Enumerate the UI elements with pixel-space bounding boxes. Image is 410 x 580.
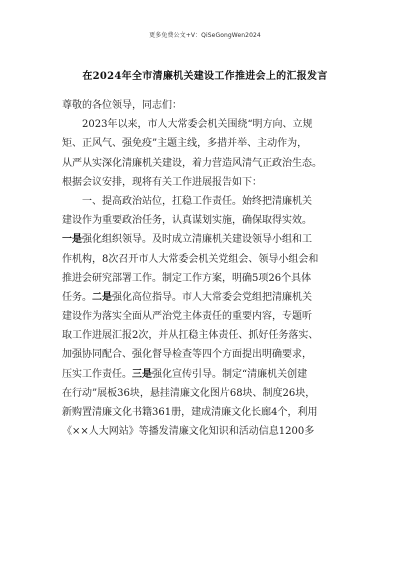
body-text-segment: 任务。 <box>62 291 92 303</box>
body-text-segment: 新购置清廉文化书籍361册，建成清廉文化长廊4个，利用 <box>62 407 318 418</box>
body-line <box>62 250 352 269</box>
body-line <box>62 115 352 134</box>
body-line <box>62 173 352 192</box>
body-line <box>62 96 352 115</box>
body-text-segment: 建设作为落实全面从严治党主体责任的重要内容，专题听 <box>62 311 312 323</box>
body-line <box>62 307 352 326</box>
body-text-segment: 作机构，8次召开市人大常委会机关党组会、领导小组会和 <box>62 253 319 265</box>
body-text-segment: 一、提高政治站位，扛稳工作责任。始终把清廉机关 <box>82 195 312 207</box>
body-line <box>62 384 352 403</box>
body-text-segment: 推进会研究部署工作。制定工作方案，明确5项26个具体 <box>62 272 312 284</box>
body-text-segment: 从严从实深化清廉机关建设，着力营造风清气正政治生态。 <box>62 157 322 169</box>
body-text-segment: 尊敬的各位领导，同志们： <box>62 100 182 111</box>
emphasis-text: 三是 <box>132 368 152 380</box>
body-text-segment: 压实工作责任。 <box>62 368 132 380</box>
body-line <box>62 422 352 441</box>
body-line <box>62 154 352 173</box>
body-text-segment: 建设作为重要政治任务，认真谋划实施，确保取得实效。 <box>62 215 312 227</box>
body-line <box>62 134 352 153</box>
body-text-segment: 矩、正风气、强免疫”主题主线，多措并举、主动作为， <box>62 138 308 150</box>
body-text-segment: 根据会议安排，现将有关工作进展报告如下： <box>62 176 262 188</box>
body-line <box>62 269 352 288</box>
body-line <box>62 230 352 249</box>
body-line <box>62 345 352 364</box>
body-text-segment: 强化宣传引导。制定“清廉机关创建 <box>152 368 308 380</box>
emphasis-text: 一是 <box>62 234 82 246</box>
body-line <box>62 326 352 345</box>
document-body <box>62 96 352 441</box>
body-text-segment: 强化高位指导。市人大常委会党组把清廉机关 <box>112 291 312 303</box>
emphasis-text: 二是 <box>92 291 112 303</box>
header-note: 更多免费公文+V：QiSeGongWen2024 <box>149 32 261 39</box>
body-text-segment: 在行动”展板36块，悬挂清廉文化图片68块、制度26块， <box>62 387 316 399</box>
body-line <box>62 403 352 422</box>
body-line <box>62 288 352 307</box>
body-text-segment: 加强协同配合、强化督导检查等四个方面提出明确要求， <box>62 349 312 361</box>
body-line <box>62 192 352 211</box>
body-text-segment: 强化组织领导。及时成立清廉机关建设领导小组和工 <box>82 234 312 246</box>
body-line <box>62 211 352 230</box>
document-title: 在2024年全市清廉机关建设工作推进会上的汇报发言 <box>82 71 328 82</box>
body-text-segment: 取工作进展汇报2次，并从扛稳主体责任、抓好任务落实、 <box>62 330 319 342</box>
body-text-segment: 《××人大网站》等播发清廉文化知识和活动信息1200多 <box>62 426 315 438</box>
body-text-segment: 2023年以来，市人大常委会机关围绕“明方向、立规 <box>82 119 313 131</box>
body-line <box>62 365 352 384</box>
